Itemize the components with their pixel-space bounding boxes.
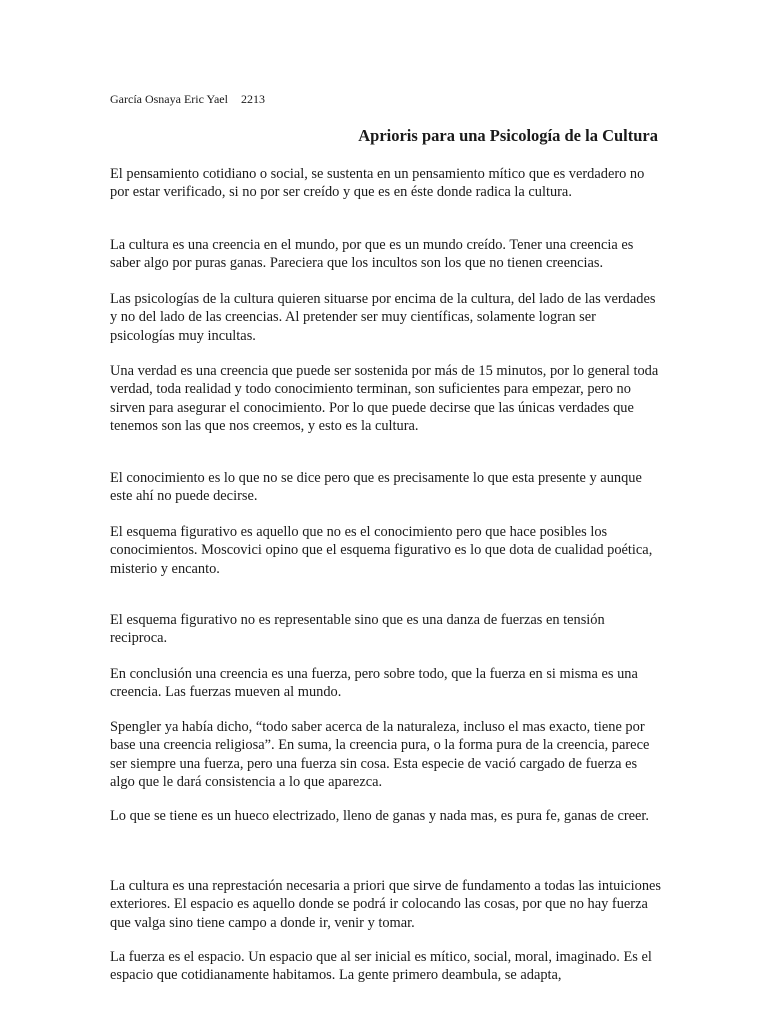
paragraph-4: Una verdad es una creencia que puede ser sostenida por más de 15 minutos, por lo general toda verdad, toda realidad y todo conocimiento terminan, son suficientes para empezar, pero no sirven para asegurar el conocimiento. Por lo que puede decirse que las únicas verdades que tenemos son las que nos creemos, y esto es la cultura. (110, 363, 659, 435)
author-name: García Osnaya Eric Yael (110, 92, 228, 106)
paragraph-2: La cultura es una creencia en el mundo, por que es un mundo creído. Tener una creencia es saber algo por puras ganas. Pareciera que los incultos son los que no tienen creencias. (110, 237, 634, 272)
author-header (110, 92, 265, 107)
paragraph-1: El pensamiento cotidiano o social, se sustenta en un pensamiento mítico que es verdadero no por estar verificado, si no por ser creído y que es en éste donde radica la cultura. (110, 166, 645, 201)
paragraph-8: En conclusión una creencia es una fuerza, pero sobre todo, que la fuerza en si misma es una creencia. Las fuerzas mueven al mundo. (110, 666, 638, 701)
paragraph-12: La fuerza es el espacio. Un espacio que al ser inicial es mítico, social, moral, imaginado. Es el espacio que cotidianamente habitamos. La gente primero deambula, se adapta, (110, 949, 652, 984)
paragraph-9: Spengler ya había dicho, “todo saber acerca de la naturaleza, incluso el mas exacto, tiene por base una creencia religiosa”. En suma, la creencia pura, o la forma pura de la creencia, parece ser siempre una fuerza, pero una fuerza sin cosa. Esta especie de vació cargado de fuerza es algo que le dará consistencia a lo que aparezca. (110, 719, 650, 791)
author-code: 2213 (240, 92, 265, 106)
paragraph-10: Lo que se tiene es un hueco electrizado, lleno de ganas y nada mas, es pura fe, ganas de creer. (110, 808, 650, 824)
paragraph-7: El esquema figurativo no es representable sino que es una danza de fuerzas en tensión reciproca. (110, 612, 605, 647)
document-title: Aprioris para una Psicología de la Cultura (358, 126, 658, 145)
paragraph-11: La cultura es una represtación necesaria a priori que sirve de fundamento a todas las intuiciones exteriores. El espacio es aquello donde se podrá ir colocando las cosas, por que no hay fuerza que valga sino tiene campo a donde ir, venir y tomar. (110, 878, 662, 931)
paragraph-3: Las psicologías de la cultura quieren situarse por encima de la cultura, del lado de las verdades y no del lado de las creencias. Al pretender ser muy científicas, solamente logran ser psicologías muy incultas. (110, 291, 656, 344)
paragraph-6: El esquema figurativo es aquello que no es el conocimiento pero que hace posibles los conocimientos. Moscovici opino que el esquema figurativo es lo que dota de cualidad poética, misterio y encanto. (110, 524, 653, 577)
paragraph-5: El conocimiento es lo que no se dice pero que es precisamente lo que esta presente y aunque este ahí no puede decirse. (110, 470, 642, 505)
